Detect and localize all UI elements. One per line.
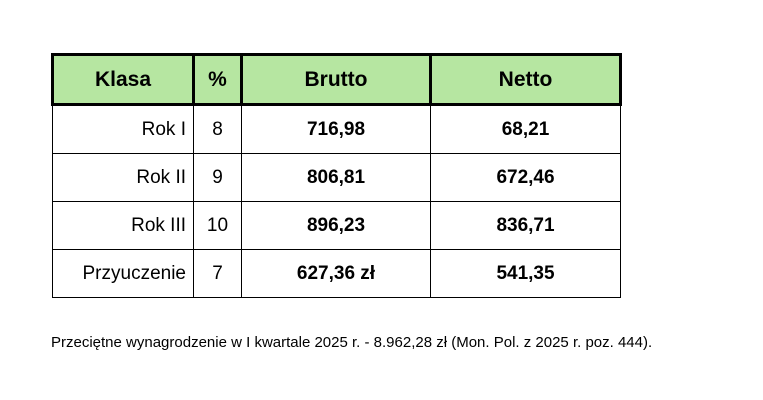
- header-brutto: Brutto: [242, 55, 431, 105]
- table-row: [53, 105, 621, 154]
- cell-klasa: Rok I: [53, 105, 194, 154]
- cell-brutto: 896,23: [242, 202, 431, 250]
- cell-netto: 836,71: [431, 202, 621, 250]
- cell-percent: 7: [194, 250, 242, 298]
- cell-netto: 68,21: [431, 105, 621, 154]
- header-percent: %: [194, 55, 242, 105]
- table-row: [53, 250, 621, 298]
- table-header-row: [53, 55, 621, 105]
- cell-netto: 672,46: [431, 154, 621, 202]
- salary-table: [51, 53, 622, 298]
- cell-percent: 10: [194, 202, 242, 250]
- cell-klasa: Przyuczenie: [53, 250, 194, 298]
- header-netto: Netto: [431, 55, 621, 105]
- cell-netto: 541,35: [431, 250, 621, 298]
- cell-percent: 8: [194, 105, 242, 154]
- table-row: [53, 202, 621, 250]
- salary-footnote: Przeciętne wynagrodzenie w I kwartale 2025 r. - 8.962,28 zł (Mon. Pol. z 2025 r. poz. 444).: [51, 334, 653, 351]
- cell-brutto: 627,36 zł: [242, 250, 431, 298]
- header-klasa: Klasa: [53, 55, 194, 105]
- cell-percent: 9: [194, 154, 242, 202]
- cell-brutto: 716,98: [242, 105, 431, 154]
- table-row: [53, 154, 621, 202]
- salary-table-container: [51, 53, 622, 298]
- cell-klasa: Rok II: [53, 154, 194, 202]
- cell-brutto: 806,81: [242, 154, 431, 202]
- cell-klasa: Rok III: [53, 202, 194, 250]
